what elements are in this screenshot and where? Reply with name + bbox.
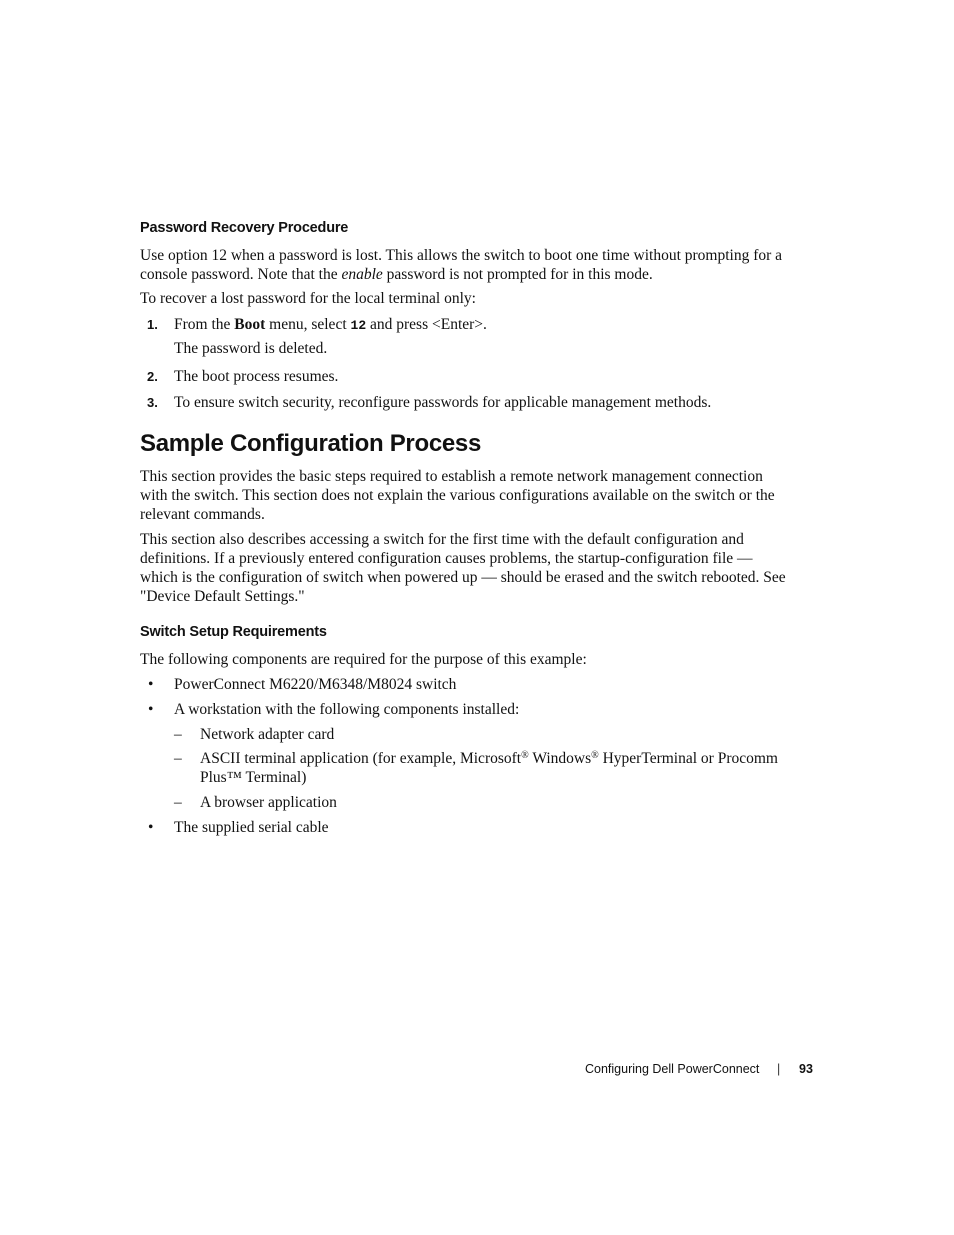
dash-mark: – [174,726,182,743]
paragraph-line: relevant commands. [140,506,265,523]
paragraph-line: definitions. If a previously entered configuration causes problems, the startup-configuration file — [140,550,753,567]
footer-separator: | [777,1062,781,1076]
step-text: The boot process resumes. [174,368,339,385]
section-heading-sample-configuration: Sample Configuration Process [140,430,482,457]
registered-mark: ® [591,750,599,761]
paragraph-line: with the switch. This section does not explain the various configurations available on the switch or the [140,487,775,504]
paragraph-line: This section provides the basic steps required to establish a remote network management connection [140,468,763,485]
section-heading-switch-setup: Switch Setup Requirements [140,624,327,640]
paragraph-line [140,265,820,284]
paragraph-line: "Device Default Settings." [140,588,305,605]
paragraph-recover-lead: To recover a lost password for the local terminal only: [140,290,476,307]
text-run: From the [174,316,235,333]
bullet-mark: • [148,819,154,836]
registered-mark: ® [521,750,529,761]
list-item-text: The supplied serial cable [174,819,329,836]
text-run: ASCII terminal application (for example, Microsoft [200,750,522,767]
text-run: and press <Enter>. [366,316,487,333]
paragraph-sample-intro [140,467,820,524]
sublist-line [200,749,800,768]
text-run: console password. Note that the [140,266,342,283]
sublist-line: Plus™ Terminal) [200,769,307,786]
step-number: 1. [147,317,158,332]
dash-mark: – [174,750,182,767]
paragraph-line: which is the configuration of switch when powered up — should be erased and the switch rebooted. See [140,569,786,586]
paragraph-line: This section also describes accessing a switch for the first time with the default configuration and [140,531,744,548]
step-number: 3. [147,395,158,410]
dash-mark: – [174,794,182,811]
list-item-text: A workstation with the following components installed: [174,701,520,718]
paragraph-sample-defaults [140,530,820,606]
text-run: HyperTerminal or Procomm [598,750,778,767]
footer-title: Configuring Dell PowerConnect [585,1062,760,1076]
text-run: Windows [528,750,592,767]
text-run: menu, select [265,316,351,333]
sublist-item-text: Network adapter card [200,726,335,743]
list-item-text: PowerConnect M6220/M6348/M8024 switch [174,676,457,693]
paragraph-password-intro [140,246,820,284]
paragraph-setup-intro: The following components are required for the purpose of this example: [140,651,587,668]
page-number: 93 [799,1062,813,1076]
option-code: 12 [350,318,367,333]
emphasis-enable: enable [341,266,383,283]
sublist-item-text [200,749,800,787]
step-note-text: The password is deleted. [174,340,328,357]
bullet-mark: • [148,676,154,693]
section-heading-password-recovery: Password Recovery Procedure [140,220,349,236]
paragraph-line: Use option 12 when a password is lost. This allows the switch to boot one time without prompting for a [140,247,783,264]
bullet-mark: • [148,701,154,718]
sublist-item-text: A browser application [200,794,337,811]
text-run: password is not prompted for in this mode. [382,266,653,283]
step-text [174,315,814,335]
step-number: 2. [147,369,158,384]
step-text: To ensure switch security, reconfigure passwords for applicable management methods. [174,394,712,411]
boot-menu-name: Boot [234,316,266,333]
